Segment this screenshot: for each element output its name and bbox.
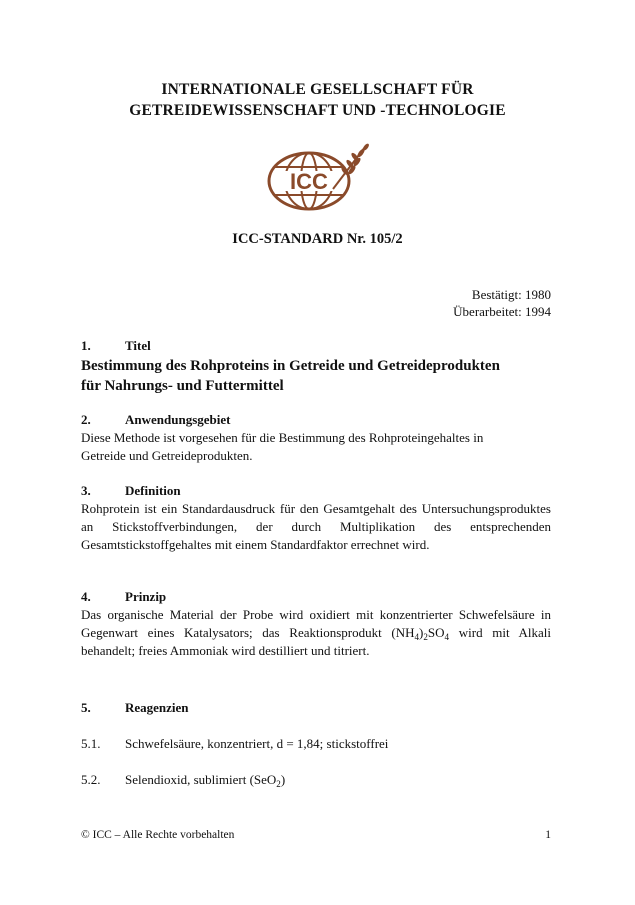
approved-date: Bestätigt: 1980	[471, 287, 551, 302]
section-number: 4.	[81, 589, 91, 604]
document-title	[81, 356, 561, 396]
section-2-heading	[81, 412, 230, 428]
organization-title	[0, 79, 635, 121]
logo-text: ICC	[290, 169, 328, 194]
section-title: Prinzip	[125, 589, 167, 604]
section-number: 3.	[81, 483, 91, 498]
item-number: 5.1.	[81, 736, 101, 751]
section-title: Anwendungsgebiet	[125, 412, 231, 427]
org-title-line1: INTERNATIONALE GESELLSCHAFT FÜR	[161, 81, 474, 98]
item-number: 5.2.	[81, 772, 101, 787]
section-title: Titel	[125, 338, 151, 353]
section-5-heading	[81, 700, 189, 716]
section-3-text: Rohprotein ist ein Standardausdruck für den Gesamtgehalt des Untersuchungsproduktes an Stickstoffverbindungen, der durch Multiplikation des entsprechenden Gesamtstickstoffgehaltes mit einem Standardfaktor errechnet wird.	[81, 501, 551, 552]
section-2-line1: Diese Methode ist vorgesehen für die Bestimmung des Rohproteingehaltes in	[81, 430, 484, 445]
org-title-line2: GETREIDEWISSENSCHAFT UND -TECHNOLOGIE	[129, 102, 506, 119]
document-title-line2: für Nahrungs- und Futtermittel	[81, 378, 284, 394]
section-2-text	[81, 429, 551, 465]
section-4-text	[81, 606, 551, 660]
list-item	[81, 772, 285, 788]
footer-copyright: © ICC – Alle Rechte vorbehalten	[81, 829, 235, 841]
section-title: Definition	[125, 483, 181, 498]
section-title: Reagenzien	[125, 700, 189, 715]
section-4-text-b: wird mit Alkali behandelt; freies Ammoniak wird destilliert und	[81, 625, 551, 658]
section-2-line2: Getreide und Getreideprodukten.	[81, 448, 253, 463]
standard-title: ICC-STANDARD Nr. 105/2	[232, 231, 403, 247]
chemical-formula: $(NH_4)_2SO_4$	[391, 625, 450, 643]
section-3-heading	[81, 483, 181, 499]
item-text: Selendioxid, sublimiert (SeO$_2$)	[125, 772, 286, 790]
section-1-heading	[81, 338, 151, 354]
item-text: Schwefelsäure, konzentriert, d = 1,84; stickstoffrei	[125, 736, 389, 751]
revised-date: Überarbeitet: 1994	[453, 304, 551, 319]
dates-block	[453, 286, 551, 320]
list-item	[81, 736, 388, 752]
icc-logo-icon	[265, 143, 375, 213]
section-number: 1.	[81, 338, 91, 353]
section-4-text-a: Das organische Material der Probe wird oxidiert mit konzentrierter Schwefelsäure in Gegenwart eines Katalysators; das Reaktionsprodukt	[81, 607, 551, 640]
section-number: 2.	[81, 412, 91, 427]
section-number: 5.	[81, 700, 91, 715]
document-title-line1: Bestimmung des Rohproteins in Getreide und Getreideprodukten	[81, 358, 500, 374]
section-4-heading	[81, 589, 166, 605]
section-4-text-c: titriert.	[333, 643, 370, 658]
page-number: 1	[545, 829, 551, 841]
